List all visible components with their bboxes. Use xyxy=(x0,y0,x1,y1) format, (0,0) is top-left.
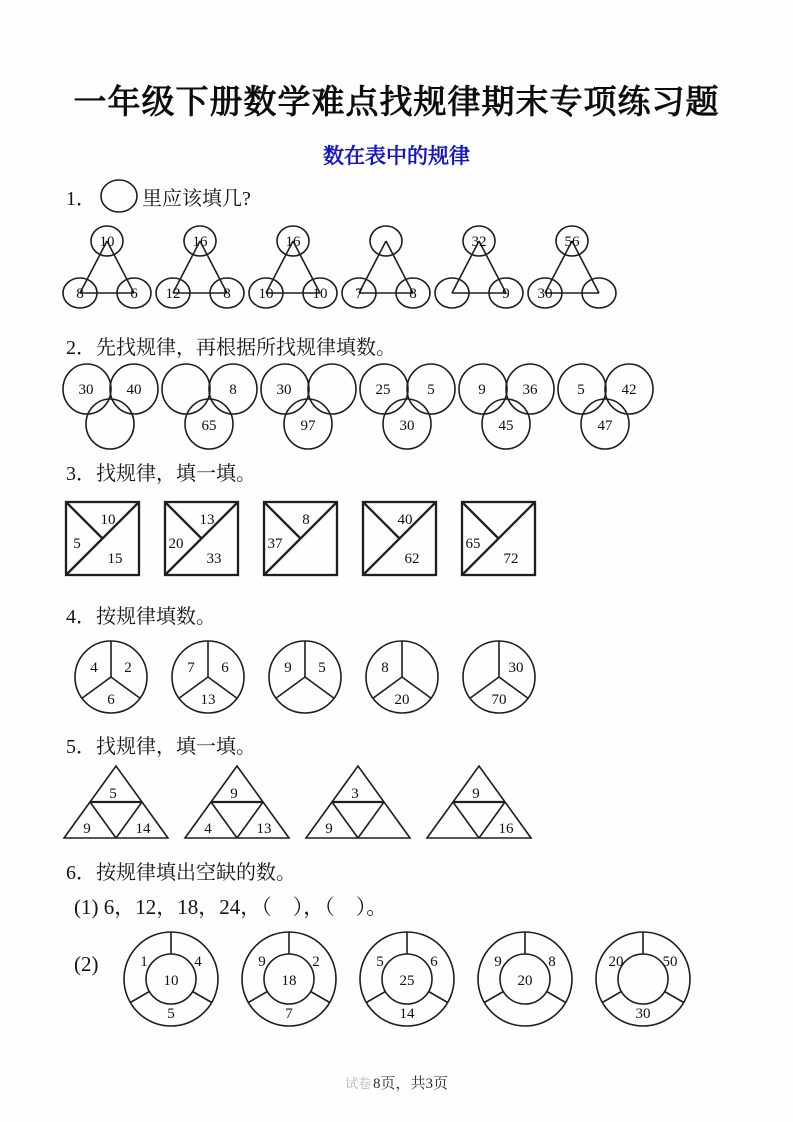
diagram-number: 14 xyxy=(399,1006,415,1022)
diagram-number: 8 xyxy=(229,382,237,398)
triangle-circles-diagram xyxy=(60,221,153,313)
diagram-number: 10 xyxy=(100,512,116,528)
diagram-number: 12 xyxy=(165,286,181,302)
diagram-number: 25 xyxy=(399,973,415,989)
diagram-number: 20 xyxy=(168,536,184,552)
diagram-number: 6 xyxy=(130,286,138,302)
diagram-number: 5 xyxy=(318,660,326,676)
diagram-number: 10 xyxy=(312,286,328,302)
diagram-number: 30 xyxy=(635,1006,651,1022)
diagram-number: 40 xyxy=(126,382,142,398)
diagram-number: 47 xyxy=(597,418,613,434)
diagram-number: 70 xyxy=(491,692,507,708)
question-3-diagrams xyxy=(64,500,538,578)
diagram-number: 5 xyxy=(427,382,435,398)
circle-cluster-diagram xyxy=(357,362,456,450)
question-2-diagrams xyxy=(60,362,654,450)
question-2-text: 2．先找规律，再根据所找规律填数。 xyxy=(66,337,396,359)
diagram-number: 9 xyxy=(502,286,510,302)
diagram-number: 56 xyxy=(564,234,580,250)
diagram-number: 10 xyxy=(99,234,115,250)
ring-diagram xyxy=(238,928,340,1030)
divided-circle-diagram xyxy=(169,638,247,716)
ring-diagram xyxy=(356,928,458,1030)
diagram-number: 13 xyxy=(199,512,215,528)
question-1-prompt: 里应该填几? xyxy=(142,188,251,210)
diagram-number: 62 xyxy=(404,551,420,567)
ring-diagram xyxy=(592,928,694,1030)
diagram-number: 20 xyxy=(517,973,533,989)
divided-square-diagram xyxy=(64,500,142,578)
diagram-number: 6 xyxy=(221,660,229,676)
diagram-number: 97 xyxy=(300,418,316,434)
page-title: 一年级下册数学难点找规律期末专项练习题 xyxy=(73,85,720,121)
question-5-text: 5．找规律，填一填。 xyxy=(66,736,256,758)
diagram-number: 14 xyxy=(135,821,151,837)
diagram-number: 9 xyxy=(478,382,486,398)
diagram-number: 6 xyxy=(107,692,115,708)
triangle-circles-diagram xyxy=(339,221,432,313)
divided-triangle-diagram xyxy=(304,763,412,841)
diagram-number: 16 xyxy=(285,234,301,250)
divided-circle-diagram xyxy=(72,638,150,716)
diagram-number: 15 xyxy=(107,551,123,567)
diagram-number: 9 xyxy=(230,786,238,802)
triangle-circles-diagram xyxy=(153,221,246,313)
diagram-number: 9 xyxy=(258,954,266,970)
circle-cluster-diagram xyxy=(456,362,555,450)
diagram-number: 32 xyxy=(471,234,487,250)
diagram-number: 25 xyxy=(375,382,391,398)
diagram-number: 72 xyxy=(503,551,519,567)
ring-diagram xyxy=(474,928,576,1030)
diagram-number: 13 xyxy=(256,821,272,837)
diagram-number: 5 xyxy=(73,536,81,552)
diagram-number: 16 xyxy=(192,234,208,250)
divided-triangle-diagram xyxy=(62,763,170,841)
diagram-number: 9 xyxy=(325,821,333,837)
divided-circle-diagram xyxy=(363,638,441,716)
question-5-diagrams xyxy=(62,763,533,841)
footer-page-text: 8页，共3页 xyxy=(373,1076,449,1092)
diagram-number: 30 xyxy=(78,382,94,398)
triangle-circles-diagram xyxy=(525,221,618,313)
diagram-number: 8 xyxy=(548,954,556,970)
divided-square-diagram xyxy=(460,500,538,578)
divided-circle-diagram xyxy=(460,638,538,716)
diagram-number: 45 xyxy=(498,418,514,434)
circle-cluster-diagram xyxy=(258,362,357,450)
diagram-number: 4 xyxy=(90,660,98,676)
triangle-circles-diagram xyxy=(246,221,339,313)
diagram-number: 8 xyxy=(381,660,389,676)
diagram-number: 6 xyxy=(430,954,438,970)
divided-square-diagram xyxy=(262,500,340,578)
diagram-number: 3 xyxy=(351,786,359,802)
diagram-number: 30 xyxy=(537,286,553,302)
question-1-text xyxy=(66,178,251,214)
diagram-number: 16 xyxy=(498,821,514,837)
diagram-number: 50 xyxy=(662,954,678,970)
diagram-number: 7 xyxy=(355,286,363,302)
diagram-number: 7 xyxy=(187,660,195,676)
diagram-number: 8 xyxy=(76,286,84,302)
diagram-number: 8 xyxy=(409,286,417,302)
diagram-number: 7 xyxy=(285,1006,293,1022)
blank-circle-icon xyxy=(98,178,140,214)
diagram-number: 9 xyxy=(83,821,91,837)
diagram-number: 65 xyxy=(465,536,481,552)
diagram-number: 4 xyxy=(204,821,212,837)
diagram-number: 30 xyxy=(276,382,292,398)
diagram-number: 5 xyxy=(167,1006,175,1022)
diagram-number: 37 xyxy=(267,536,283,552)
page-footer xyxy=(0,1072,793,1093)
diagram-number: 13 xyxy=(200,692,216,708)
diagram-number: 5 xyxy=(109,786,117,802)
diagram-number: 20 xyxy=(394,692,410,708)
diagram-number: 9 xyxy=(494,954,502,970)
diagram-number: 8 xyxy=(302,512,310,528)
diagram-number: 2 xyxy=(124,660,132,676)
question-3-text: 3．找规律，填一填。 xyxy=(66,463,256,485)
question-1-diagrams xyxy=(60,221,618,313)
question-6-diagrams xyxy=(120,928,694,1030)
diagram-number: 65 xyxy=(201,418,217,434)
diagram-number: 10 xyxy=(258,286,274,302)
divided-square-diagram xyxy=(163,500,241,578)
ring-diagram xyxy=(120,928,222,1030)
diagram-number: 33 xyxy=(206,551,222,567)
diagram-number: 2 xyxy=(312,954,320,970)
diagram-number: 36 xyxy=(522,382,538,398)
diagram-number: 5 xyxy=(376,954,384,970)
question-4-diagrams xyxy=(72,638,538,716)
question-6-part1: (1) 6，12，18，24，（ ），（ ）。 xyxy=(74,895,388,919)
circle-cluster-diagram xyxy=(60,362,159,450)
section-subtitle: 数在表中的规律 xyxy=(323,144,470,168)
diagram-number: 30 xyxy=(508,660,524,676)
diagram-number: 20 xyxy=(608,954,624,970)
circle-cluster-diagram xyxy=(159,362,258,450)
diagram-number: 4 xyxy=(194,954,202,970)
question-4-text: 4．按规律填数。 xyxy=(66,606,216,628)
question-6-part2-label: (2) xyxy=(74,952,99,976)
divided-triangle-diagram xyxy=(183,763,291,841)
diagram-number: 9 xyxy=(472,786,480,802)
diagram-number: 10 xyxy=(163,973,179,989)
diagram-number: 8 xyxy=(223,286,231,302)
divided-triangle-diagram xyxy=(425,763,533,841)
diagram-number: 40 xyxy=(397,512,413,528)
triangle-circles-diagram xyxy=(432,221,525,313)
circle-cluster-diagram xyxy=(555,362,654,450)
footer-faint-text: 试卷 xyxy=(344,1076,371,1091)
diagram-number: 9 xyxy=(284,660,292,676)
diagram-number: 1 xyxy=(140,954,148,970)
divided-square-diagram xyxy=(361,500,439,578)
question-6-text: 6．按规律填出空缺的数。 xyxy=(66,862,296,884)
diagram-number: 42 xyxy=(621,382,637,398)
diagram-number: 5 xyxy=(577,382,585,398)
question-1-number: 1． xyxy=(66,188,96,210)
divided-circle-diagram xyxy=(266,638,344,716)
diagram-number: 30 xyxy=(399,418,415,434)
diagram-number: 18 xyxy=(281,973,297,989)
